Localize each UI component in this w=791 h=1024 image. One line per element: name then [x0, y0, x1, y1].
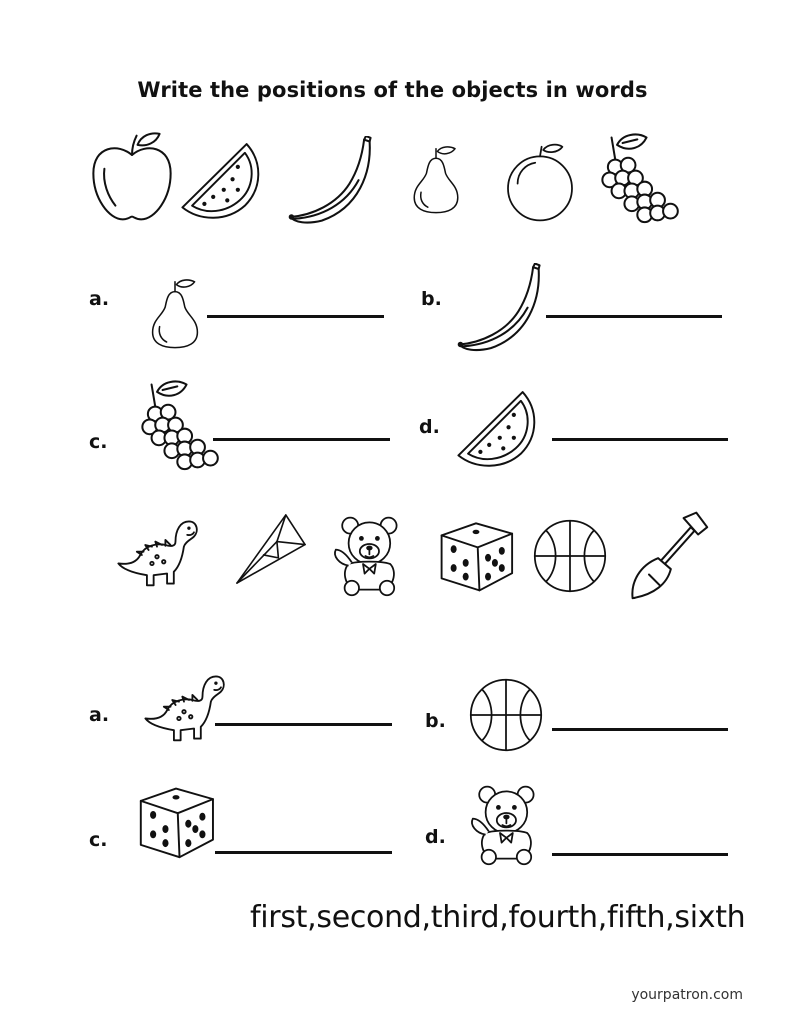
item-label: b. [425, 710, 446, 732]
answer-line[interactable] [552, 728, 728, 731]
shovel-icon [622, 509, 716, 600]
item-label: b. [421, 288, 442, 310]
banana-icon [283, 136, 379, 228]
item-label: a. [89, 704, 110, 726]
item-label: d. [425, 826, 446, 848]
grapes-icon [135, 378, 227, 472]
item-label: a. [89, 288, 110, 310]
ball-icon [530, 516, 610, 596]
pear-icon [140, 265, 210, 363]
paper-plane-icon [228, 512, 314, 586]
teddy-bear-icon [468, 784, 548, 866]
pear-icon [402, 130, 470, 230]
apple-icon [86, 128, 178, 228]
answer-line[interactable] [207, 315, 384, 318]
answer-line[interactable] [213, 438, 390, 441]
answer-line[interactable] [215, 723, 392, 726]
answer-line[interactable] [546, 315, 722, 318]
teddy-bear-icon [331, 515, 411, 597]
answer-line[interactable] [215, 851, 392, 854]
word-bank: first,second,third,fourth,fifth,sixth [250, 900, 746, 935]
ball-icon [466, 675, 546, 755]
grapes-icon [595, 132, 687, 224]
banana-icon [454, 263, 546, 356]
watermelon-icon [452, 385, 544, 473]
item-label: c. [89, 829, 108, 851]
item-label: d. [419, 416, 440, 438]
answer-line[interactable] [552, 853, 728, 856]
dice-icon [433, 513, 519, 599]
website-credit: yourpatron.com [631, 987, 743, 1003]
dinosaur-icon [103, 508, 211, 592]
item-label: c. [89, 431, 108, 453]
orange-icon [500, 136, 580, 228]
watermelon-icon [177, 137, 267, 225]
dinosaur-icon [130, 663, 238, 747]
dice-icon [132, 778, 220, 866]
page-title: Write the positions of the objects in words [137, 78, 648, 102]
answer-line[interactable] [552, 438, 728, 441]
